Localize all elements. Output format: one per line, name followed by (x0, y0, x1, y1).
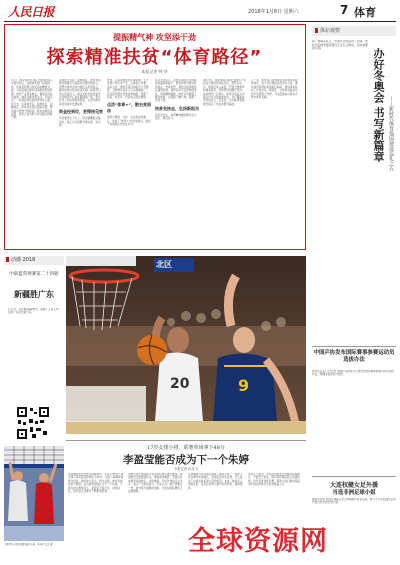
volleyball-photo (4, 446, 64, 541)
sidebar-subheadline: ——新时代体育强国建设巡礼之五 (388, 96, 394, 171)
sidebar (312, 26, 396, 252)
story-top-rule (312, 346, 396, 347)
volleyball-caption: 李盈莹在全国女排联赛中扣球。新华社记者 摄 (4, 543, 53, 546)
feature-col-2: 各地结合实际，因地制宜，把体育场地设施建设与美丽乡村建设相结合，把群众体育活动与特色文化相结合，推动体育扶贫向纵深发展。体育部门加大资金投入，重点支持贫困县建设全民健身中心和乡镇健身广场，努力补齐公共体育服务短板，让更多群众享受到体育发展成果。 资金投到位，更得扶见效 资金要用在刀刃上，项目要精准对接需求，真正让贫困群众得实惠、见实效。 (59, 79, 103, 128)
page-number: 7 (340, 3, 349, 17)
zhu-body-col-1: 在刚刚结束的全国女排联赛中，年仅17岁的天津女排小将李盈莹单场砍下48分，创造了联赛单场得分纪录。她扣球力量大、技术全面，被许多球迷寄予厚望，认为她有望成长为下一个朱婷。天津女排主教练表示，李盈莹天赋出众，训练刻苦，但仍需在比赛中不断积累经验。 (68, 473, 124, 494)
feature-col-1: 12月，国家体育总局召开体育扶贫工作推进会议，各地体育部门积极探索，将体育资源与扶贫需求精准对接，为贫困地区群众带来新的发展机遇。体育产业带动就业，赛事活动拉动消费，健身设施改善生活，多地走出了一条具有特色的体育扶贫之路。近年来，在革命老区、民族地区、边疆地区，体育扶贫项目落地生根，群众参与热情不断提高，脱贫成效逐步显现，体育正成为助力乡村振兴的新引擎。 (11, 79, 54, 120)
feature-col-6: 下一步，体育部门将继续完善体育扶贫政策体系，加大对贫困地区的支持力度，推动体育资源向贫困地区倾斜，推进体育扶贫工作常态化、制度化，让体育在脱贫攻坚中发挥更大作用，为全面建成小康社会作出体育贡献。 (251, 79, 298, 100)
feature-col-4: 在河北张家口，冰雪运动成为当地脱贫致富的新路子，滑雪场带动周边村民就业，雪具租赁、餐饮住宿等服务业蓬勃发展。体育扶贫不仅是物质帮扶，更是精神激励，体育运动增强了群众体质，也提振了精气神，凝聚了攻坚力量。 扶贫先扶志，弘扬新担当 扶贫先扶志，体育精神激励群众自力更生、艰苦奋斗。 (155, 79, 199, 121)
story-top-rule (66, 440, 306, 441)
zhu-body-col-3: 女排联赛为年轻球员提供了锻炼平台，一批新人在比赛中快速成长。李盈莹的出色表现，让人看到了中国女排后备力量的希望。未来，她能否入选国家队、能否在世界大赛中发挥作用，值得期待。 (188, 473, 243, 490)
feature-subhead-1: 资金投到位，更得扶见效 (59, 109, 103, 115)
arena-sign: 北区 (156, 260, 172, 269)
feature-subhead-3: 扶贫先扶志，弘扬新担当 (155, 105, 199, 111)
sidebar-body: 新一届梅花杯上，中国代表团获得了佳绩，新时代的体育强国建设正在扎实推进，迎来重要窗口期。 (312, 40, 368, 51)
basketball-photo (66, 256, 306, 434)
zhu-byline: 本报记者 孙龙飞 (174, 467, 198, 471)
tag-marker-icon (6, 257, 9, 262)
watermark: 全球资源网 (188, 526, 328, 557)
moment-column (4, 256, 64, 446)
moment-kicker: 中职篮常规赛第二十四轮 (9, 272, 59, 277)
right-story-body: 新华社北京1月7日电 中国乒乓球协会日前发布国际赛事参赛运动员选拔办法，明确选拔原则与程序。 (312, 370, 394, 377)
story-top-rule (312, 476, 396, 477)
feature-headline: 探索精准扶贫“体育路径” (46, 47, 263, 68)
moment-caption: 1月7日，在CBA常规赛中，新疆广汇队主场迎战广东东莞银行队。 (8, 308, 59, 315)
issue-date: 2018年1月8日 星期六 (248, 9, 299, 15)
right-story-headline: 中国乒协发布国际赛事参赛运动员选拔办法 (313, 350, 395, 364)
newspaper-logo: 人民日报 (8, 5, 55, 19)
sidebar-headline: 办好冬奥会 书写新篇章 (372, 48, 385, 162)
sidebar-column-tag: 体坛观察 (312, 26, 396, 36)
masthead (0, 0, 400, 22)
zhu-body-col-4: 业内人士指出，年轻球员的成长需要时间和耐心，不能急于求成。俱乐部和国家队应加强沟通，科学安排训练比赛，帮助小将们稳步提高，为中国女排的长远发展储备人才。 (248, 473, 303, 487)
feature-byline: 本报记者 钟 华 (141, 69, 168, 74)
right-story (312, 346, 396, 472)
feature-subhead-2: 点活“体育+”，散去贫困血 (107, 102, 151, 114)
section-name: 体育 (354, 6, 376, 19)
moment-tag: 动感 2018 (4, 256, 64, 265)
jersey-number-left: 20 (170, 376, 190, 392)
moment-headline: 新疆胜广东 (14, 290, 54, 299)
masthead-rule (4, 21, 396, 22)
bottom-right-headline: 大连权健女足外援 (329, 482, 378, 489)
qr-code[interactable] (16, 406, 50, 440)
tag-marker-icon (315, 28, 318, 33)
zhu-body-col-2: 中国女排主教练郎平曾对年轻球员提出要求，希望她们全面提高技术，增强身体素质。李盈莹在本赛季表现稳定，攻防兼备，多场比赛担任主攻手，展示了出色的潜力。专家认为，她还需要在一传、防守等方面继续加强，才能在国际赛场上站稳脚跟。 (128, 473, 183, 494)
bottom-right-body: 据新华社电 非洲足球联合会日前揭晓年度各奖项，效力于大连权健女足的外援当选非洲足球小姐。 (312, 498, 396, 505)
feature-story (4, 24, 306, 250)
feature-kicker: 提振精气神 攻坚添干劲 (113, 32, 196, 42)
bottom-right-subheadline: 当选非洲足球小姐 (332, 490, 376, 496)
zhu-headline: 李盈莹能否成为下一个朱婷 (123, 454, 249, 466)
zhu-kicker: 17岁女排小将，联赛单场拿下48分 (147, 445, 225, 451)
jersey-number-right: 9 (238, 376, 250, 395)
feature-col-3: 贵州、云南等地依托山地资源，大力发展户外运动产业，山地自行车赛、徒步大会、漂流节等活动吸引大量游客，当地群众在家门口实现增收。一些贫困村通过发展体育旅游，建起了民宿、农家乐，村民收入明显增加。 点活“体育+”，散去贫困血 体育与旅游、文化、农业等深度融合，形成了“体育+”的发展模式，激发了贫困地区的内生动力。 (107, 79, 151, 127)
feature-col-5: 2017年，国家体育总局在全国多个贫困县开展体育扶贫试点，组织运动员、教练员深入基层，开展志愿服务和健身指导，把体育送到群众身边。各地群众广泛参与，体育活动成为丰富乡村生活的重要内容，为打赢脱贫攻坚战注入了正能量，也为体育强国建设奠定了坚实的群众基础。 (203, 79, 246, 106)
